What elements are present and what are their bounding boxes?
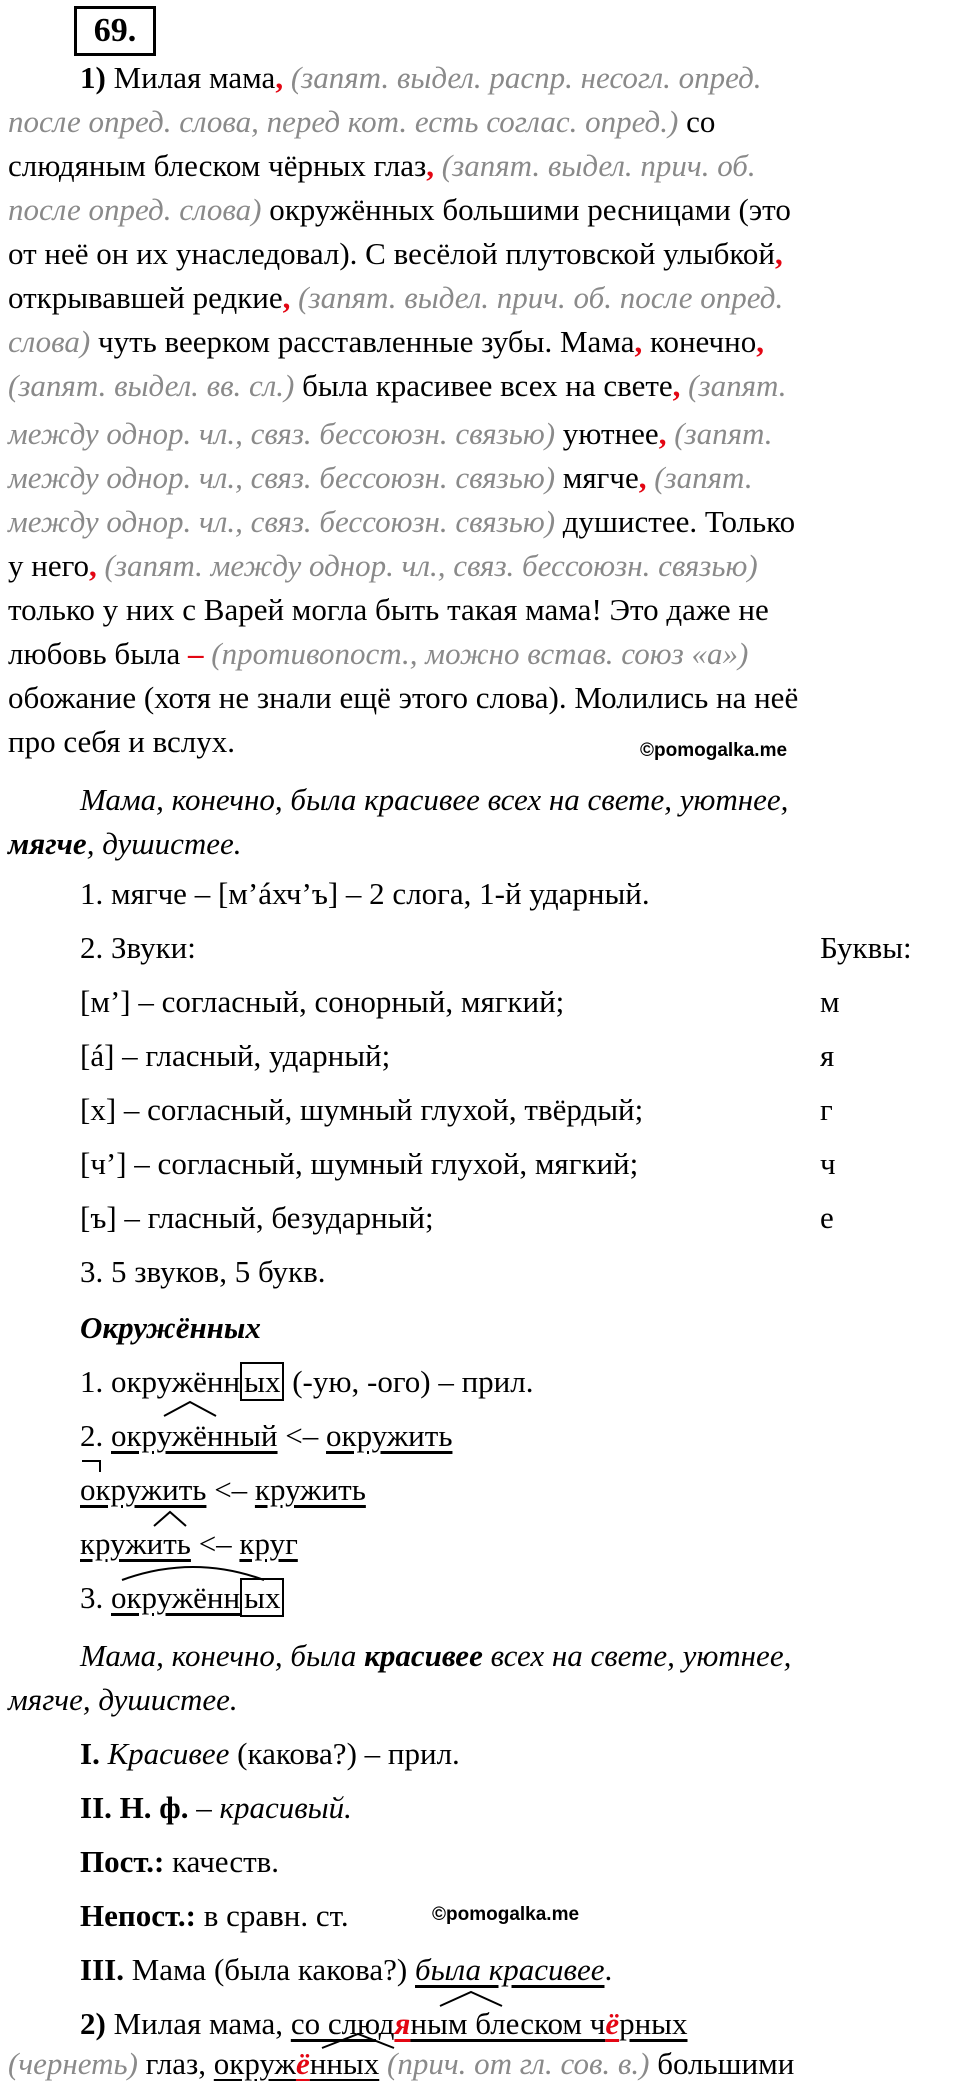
text-line: слова) чуть веерком расставленные зубы. Мама, конечно, [8, 324, 764, 359]
suffix-mark-icon [436, 1988, 506, 2008]
text-line: после опред. слова, перед кот. есть соглас. опред.) со [8, 104, 716, 139]
text-line: слюдяным блеском чёрных глаз, (запят. выдел. прич. об. [8, 148, 756, 183]
text-line: от неё он их унаследовал). С весёлой плутовской улыбкой, [8, 236, 783, 271]
analysis-row: III. Мама (была какова?) была красивее. [80, 1952, 613, 1987]
text-line: любовь была – (противопост., можно встав. союз «а») [8, 636, 749, 671]
morph-item: 1. окружённ ых (-ую, -ого) – прил. [80, 1364, 534, 1399]
root-arc-icon [118, 1560, 268, 1582]
sentence-line: мягче, душистее. [8, 1682, 238, 1717]
sound-row: [ч’] – согласный, шумный глухой, мягкий; [80, 1146, 639, 1181]
letter-cell: г [820, 1092, 833, 1127]
prefix-mark-icon [80, 1458, 102, 1476]
letter-cell: е [820, 1200, 834, 1235]
analysis-row: I. Красивее (какова?) – прил. [80, 1736, 460, 1771]
analysis-row: II. Н. ф. – красивый. [80, 1790, 352, 1825]
text-line: 1) Милая мама, (запят. выдел. распр. несогл. опред. [80, 60, 762, 95]
ending-box: ых [240, 1578, 284, 1617]
text-line: (запят. выдел. вв. сл.) была красивее всех на свете, (запят. [8, 368, 787, 403]
sentence-line: Мама, конечно, была красивее всех на свете, уютнее, [80, 782, 789, 817]
watermark: ©pomogalka.me [432, 1904, 580, 1925]
analysis-row: Непост.: в сравн. ст. [80, 1898, 349, 1933]
letter-cell: м [820, 984, 840, 1019]
suffix-mark-icon [160, 1398, 220, 1418]
watermark: ©pomogalka.me [640, 740, 788, 761]
morph-item: 2. окружённый <– окружить [80, 1418, 453, 1453]
text-line: после опред. слова) окружённых большими ресницами (это [8, 192, 791, 227]
text-line: между однор. чл., связ. бессоюзн. связью) душистее. Только [8, 504, 796, 539]
sounds-label: 2. Звуки: [80, 930, 196, 965]
text-line: у него, (запят. между однор. чл., связ. бессоюзн. связью) [8, 548, 758, 583]
letters-label: Буквы: [820, 930, 912, 965]
analysis-row: Пост.: качеств. [80, 1844, 280, 1879]
letter-cell: ч [820, 1146, 836, 1181]
exercise-number: 69. [74, 6, 156, 56]
morph-item: кружить <– круг [80, 1526, 298, 1561]
text-line: про себя и вслух. [8, 724, 236, 759]
sound-row: [ъ] – гласный, безударный; [80, 1200, 434, 1235]
sound-row: [á] – гласный, ударный; [80, 1038, 391, 1073]
text-line: между однор. чл., связ. бессоюзн. связью) мягче, (запят. [8, 460, 753, 495]
sentence-line: мягче, душистее. [8, 826, 242, 861]
analysis-item: 3. 5 звуков, 5 букв. [80, 1254, 326, 1289]
sound-row: [м’] – согласный, сонорный, мягкий; [80, 984, 565, 1019]
letter-cell: я [820, 1038, 835, 1073]
text-line: обожание (хотя не знали ещё этого слова). Молились на неё [8, 680, 799, 715]
text-line: 2) Милая мама, со слюдяным блеском чёрных [80, 2006, 688, 2041]
text-line: открывавшей редкие, (запят. выдел. прич. об. после опред. [8, 280, 784, 315]
text-line: только у них с Варей могла быть такая мама! Это даже не [8, 592, 769, 627]
part-number: 1) [80, 60, 106, 95]
morph-item: 3. окружённ ых [80, 1582, 284, 1613]
sound-row: [х] – согласный, шумный глухой, твёрдый; [80, 1092, 644, 1127]
suffix-mark-icon [318, 2030, 398, 2050]
ending-box: ых [240, 1362, 284, 1401]
text-line: (чернеть) глаз, окружённых (прич. от гл. сов. в.) большими [8, 2046, 795, 2081]
suffix-mark-icon [150, 1508, 190, 1528]
part-number: 2) [80, 2006, 106, 2041]
morph-item: окружить <– кружить [80, 1472, 366, 1507]
sentence-line: Мама, конечно, была красивее всех на свете, уютнее, [80, 1638, 792, 1673]
word-title: Окружённых [80, 1310, 261, 1345]
analysis-item: 1. мягче – [м’áхч’ъ] – 2 слога, 1-й ударный. [80, 876, 650, 911]
text-line: между однор. чл., связ. бессоюзн. связью) уютнее, (запят. [8, 416, 773, 451]
